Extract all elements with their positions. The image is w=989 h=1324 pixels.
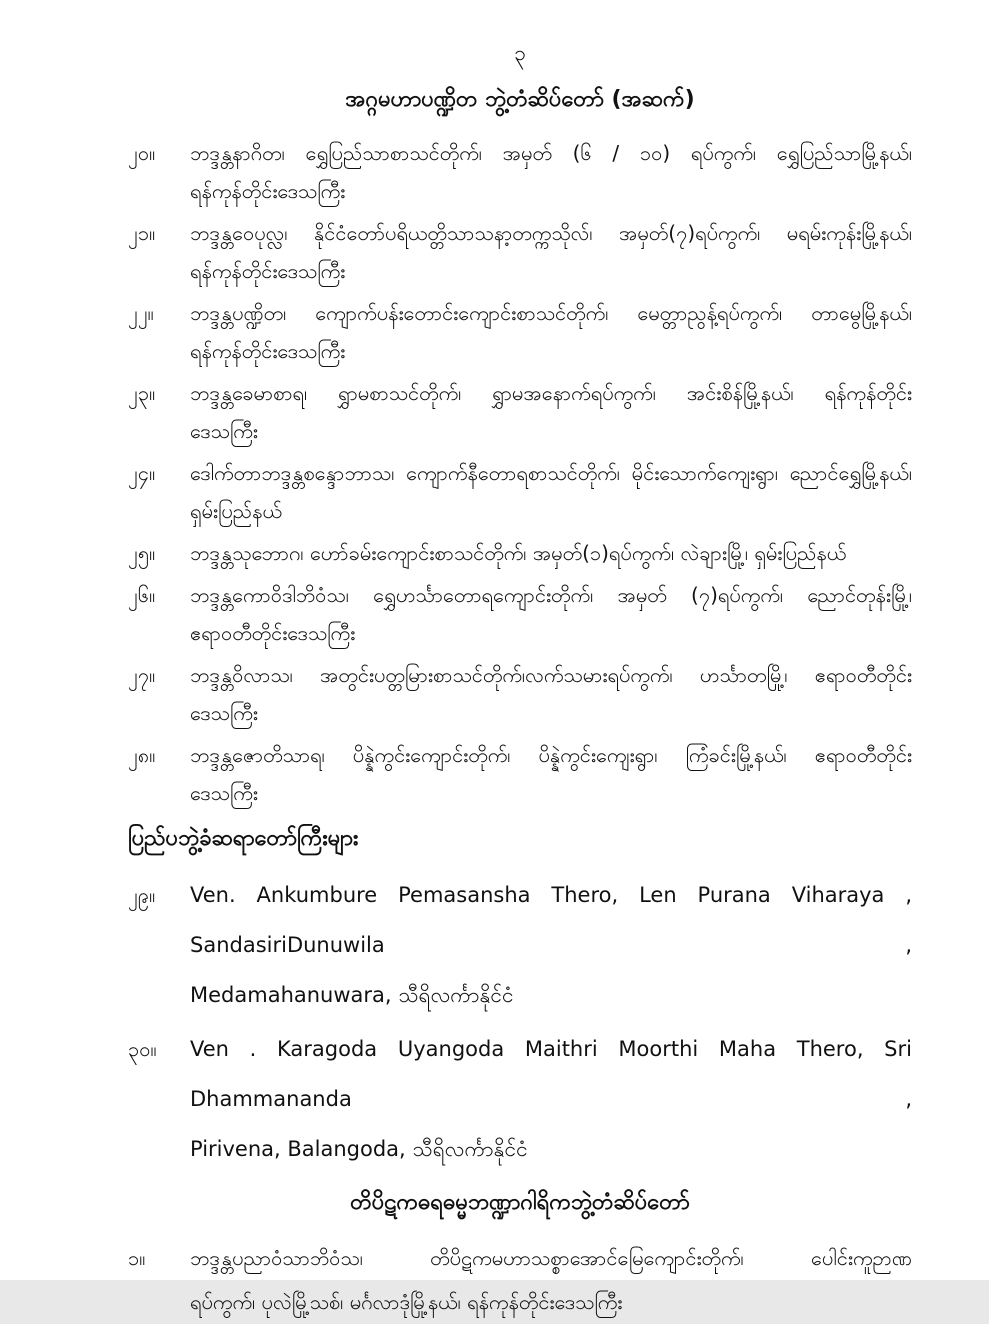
list-item [128,134,912,210]
list-item [128,534,912,572]
item-number: ၂၅။ [128,541,156,565]
item-text [190,736,912,812]
item-number: ၁။ [128,1246,146,1270]
text-line: ဧရာဝတီတိုင်းဒေသကြီး [190,621,356,645]
item-text [190,294,912,370]
text-line: ရန်ကုန်တိုင်းဒေသကြီး [190,339,346,363]
text-line: Ven . Karagoda Uyangoda Maithri Moorthi Maha Thero, Sri Dhammananda , [190,1037,912,1111]
item-number: ၂၃။ [128,381,156,405]
item-text [190,214,912,290]
item-text [190,134,912,210]
text-line: ဘဒ္ဒန္တဝေပုလ္လ၊ နိုင်ငံတော်ပရိယတ္တိသာသနာ့တက္ကသိုလ်၊ အမှတ်(၇)ရပ်ကွက်၊ မရမ်းကုန်းမြို့နယ်၊ [190,221,912,245]
text-line: ဘဒ္ဒန္တပဏ္ဍိတ၊ ကျောက်ပန်းတောင်းကျောင်းစာသင်တိုက်၊ မေတ္တာညွန့်ရပ်ကွက်၊ တာမွေမြို့နယ်၊ [190,301,912,325]
item-text [190,1236,912,1324]
text-line: ဘဒ္ဒန္တခေမာစာရ၊ ရွှာမစာသင်တိုက်၊ ရွှာမအနောက်ရပ်ကွက်၊ အင်းစိန်မြို့နယ်၊ ရန်ကုန်တိုင်း [190,381,912,405]
text-line: ဘဒ္ဒန္တဝိလာသ၊ အတွင်းပတ္တမြားစာသင်တိုက်၊လက်သမားရပ်ကွက်၊ ဟင်္သာတမြို့၊ ဧရာဝတီတိုင်း [190,663,912,687]
text-line: ဘဒ္ဒန္တနာဂိတ၊ ရွှေပြည်သာစာသင်တိုက်၊ အမှတ် (၆ / ၁၀) ရပ်ကွက်၊ ရွှေပြည်သာမြို့နယ်၊ [190,141,912,165]
section-title-agga-maha-pandita-continued: အဂ္ဂမဟာပဏ္ဍိတ ဘွဲ့တံဆိပ်တော် (အဆက်) [345,87,695,112]
item-number: ၂၄။ [128,461,156,485]
list-item [128,870,912,1020]
text-line: ရန်ကုန်တိုင်းဒေသကြီး [190,179,346,203]
item-text [190,454,912,530]
text-line: ဘဒ္ဒန္တပညာဝံသာဘိဝံသ၊ တိပိဋကမဟာသစ္စာအောင်မြေကျောင်းတိုက်၊ ပေါင်းကူဉာဏ [190,1246,912,1270]
section-title-tipitakadhara-dhammabhandagarika: တိပိဋကဓရဓမ္မဘဏ္ဍာဂါရိကဘွဲ့တံဆိပ်တော် [350,1190,690,1215]
text-line: Pirivena, Balangoda, သီရိလင်္ကာနိုင်ငံ [190,1137,528,1161]
text-line: ဒေသကြီး [190,419,258,443]
text-line: ဘဒ္ဒန္တဇောတိသာရ၊ ပိန္နဲကွင်းကျောင်းတိုက်၊ ပိန္နဲကွင်းကျေးရွာ၊ ကြံခင်းမြို့နယ်၊ ဧရာဝတီတိုင်း [190,743,912,767]
item-number: ၂၂။ [128,301,154,325]
item-number: ၂၈။ [128,743,156,767]
list-item [128,1024,912,1174]
item-number: ၂၉။ [128,883,156,907]
text-line: ဒေါက်တာဘဒ္ဒန္တစန္ဒောဘာသ၊ ကျောက်နီတောရစာသင်တိုက်၊ မိုင်းသောက်ကျေးရွာ၊ ညောင်ရွှေမြို့နယ်၊ [190,461,912,485]
award-list-tipitakadhara [128,1236,912,1324]
item-text [190,870,912,1020]
list-item [128,454,912,530]
item-text [190,576,912,652]
text-line: ရန်ကုန်တိုင်းဒေသကြီး [190,259,346,283]
item-number: ၃၀။ [128,1037,157,1061]
text-line: ရပ်ကွက်၊ ပုလဲမြို့သစ်၊ မင်္ဂလာဒုံမြို့နယ်၊ ရန်ကုန်တိုင်းဒေသကြီး [190,1290,623,1314]
text-line: ရှမ်းပြည်နယ် [190,499,282,523]
list-item [128,374,912,450]
text-line: ဘဒ္ဒန္တကောဝိဒါဘိဝံသ၊ ရွှေဟင်္သာတောရကျောင်းတိုက်၊ အမှတ် (၇)ရပ်ကွက်၊ ညောင်တုန်းမြို့၊ [190,583,912,607]
text-line: Ven. Ankumbure Pemasansha Thero, Len Purana Viharaya , SandasiriDunuwila , [190,883,912,957]
item-text [190,534,912,572]
list-item [128,736,912,812]
section-title-foreign-sayadaws: ပြည်ပဘွဲ့ခံဆရာတော်ကြီးများ [128,826,359,851]
item-text [190,374,912,450]
item-number: ၂၇။ [128,663,156,687]
text-line: Medamahanuwara, သီရိလင်္ကာနိုင်ငံ [190,983,514,1007]
item-number: ၂၀။ [128,141,156,165]
item-text [190,656,912,732]
text-line: ဒေသကြီး [190,701,258,725]
text-line: ဒေသကြီး [190,781,258,805]
list-item [128,214,912,290]
item-number: ၂၆။ [128,583,156,607]
item-number: ၂၁။ [128,221,156,245]
award-list-agga-maha-pandita [128,134,912,812]
page-number: ၃ [514,41,526,65]
list-item [128,576,912,652]
text-line: ဘဒ္ဒန္တသုဘောဂ၊ ဟော်ခမ်းကျောင်းစာသင်တိုက်၊ အမှတ်(၁)ရပ်ကွက်၊ လဲချားမြို့၊ ရှမ်းပြည်နယ် [190,541,847,565]
list-item [128,294,912,370]
list-item [128,656,912,732]
award-list-foreign-sayadaws [128,870,912,1174]
item-text [190,1024,912,1174]
list-item [128,1236,912,1324]
